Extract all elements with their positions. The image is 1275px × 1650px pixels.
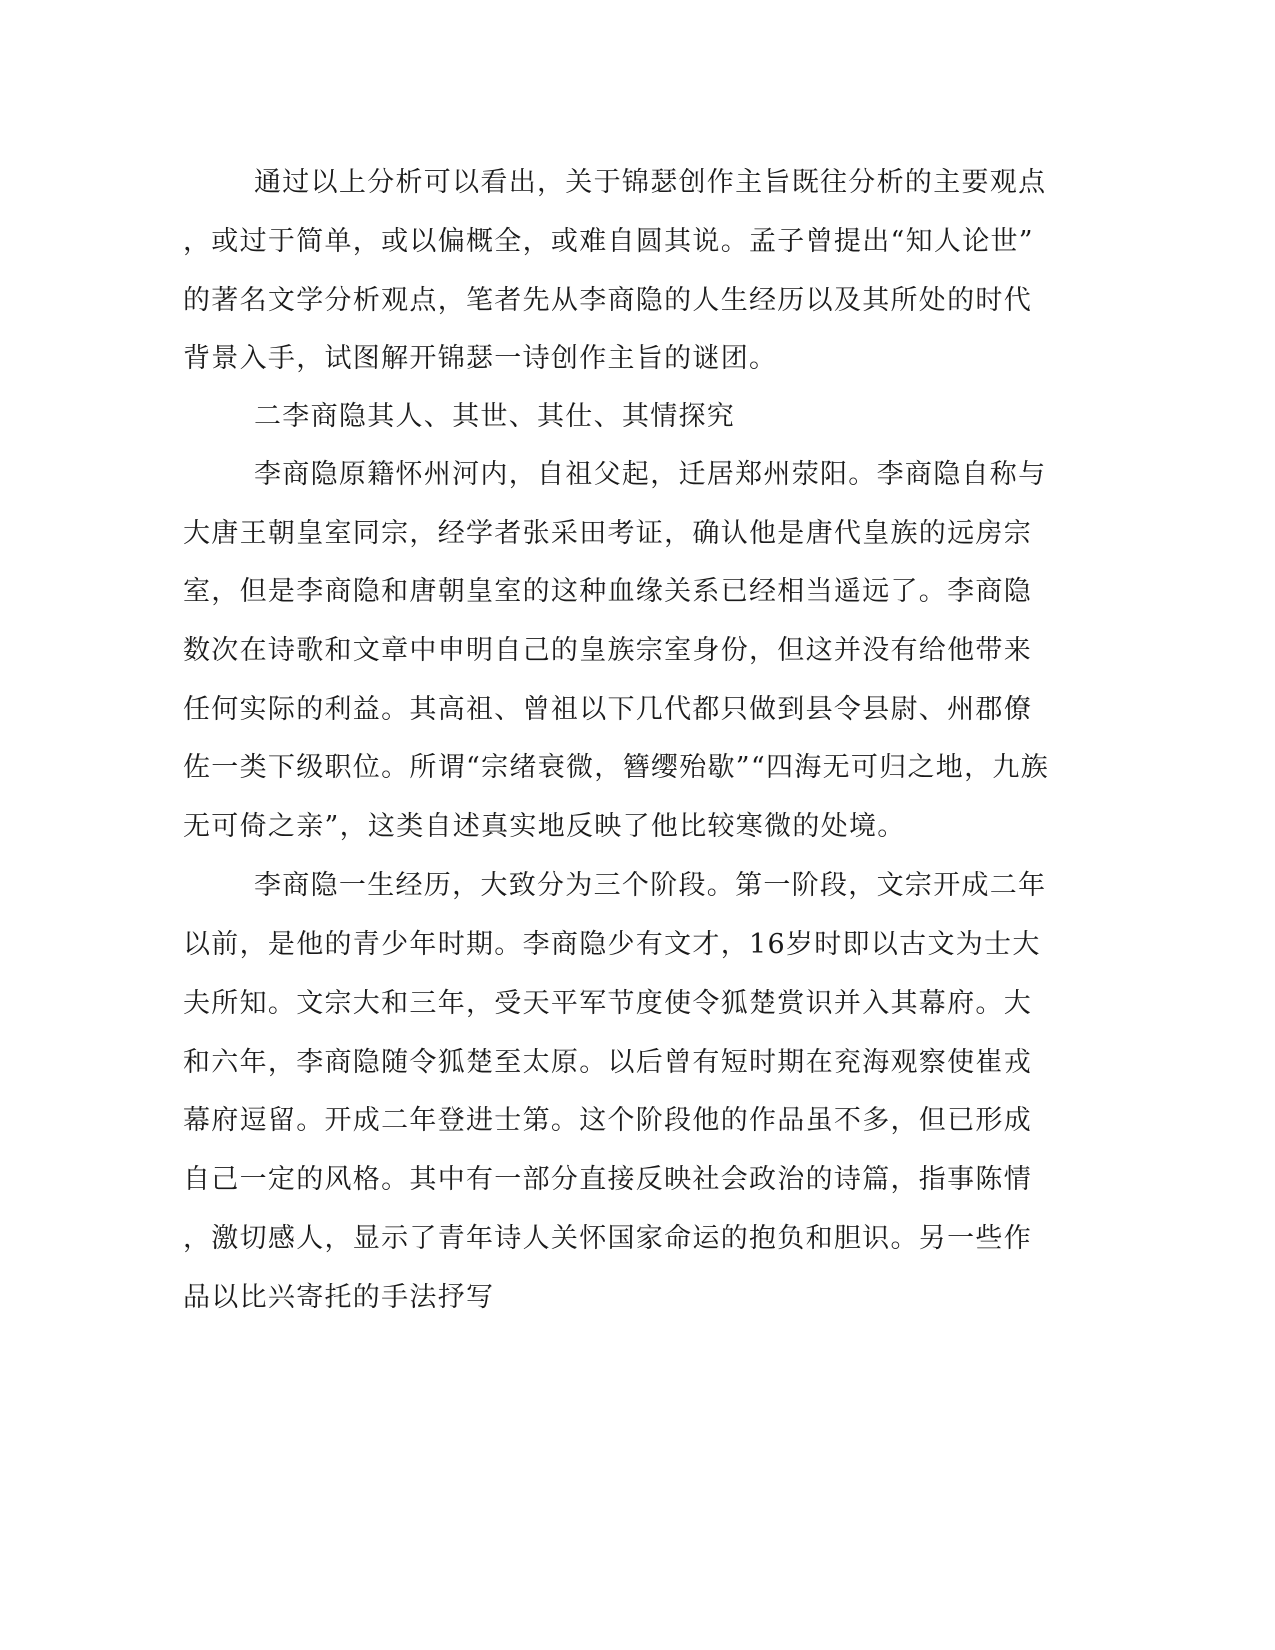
paragraph-line: 夫所知。文宗大和三年，受天平军节度使令狐楚赏识并入其幕府。大 bbox=[183, 988, 1032, 1019]
paragraph-line: 李商隐一生经历，大致分为三个阶段。第一阶段，文宗开成二年 bbox=[254, 870, 1047, 901]
paragraph-line: 的著名文学分析观点，笔者先从李商隐的人生经历以及其所处的时代 bbox=[183, 285, 1032, 316]
paragraph-line: 大唐王朝皇室同宗，经学者张采田考证，确认他是唐代皇族的远房宗 bbox=[183, 518, 1032, 549]
paragraph-line: 通过以上分析可以看出，关于锦瑟创作主旨既往分析的主要观点 bbox=[254, 167, 1047, 198]
paragraph-line: 背景入手，试图解开锦瑟一诗创作主旨的谜团。 bbox=[183, 343, 778, 374]
paragraph-line: 自己一定的风格。其中有一部分直接反映社会政治的诗篇，指事陈情 bbox=[183, 1164, 1032, 1195]
paragraph-line: 以前，是他的青少年时期。李商隐少有文才，16岁时即以古文为士大 bbox=[183, 929, 1041, 960]
paragraph-line: 幕府逗留。开成二年登进士第。这个阶段他的作品虽不多，但已形成 bbox=[183, 1105, 1032, 1136]
paragraph-line: ，激切感人，显示了青年诗人关怀国家命运的抱负和胆识。另一些作 bbox=[183, 1223, 1032, 1254]
paragraph-line: 和六年，李商隐随令狐楚至太原。以后曾有短时期在兖海观察使崔戎 bbox=[183, 1047, 1032, 1078]
paragraph-line: 无可倚之亲”，这类自述真实地反映了他比较寒微的处境。 bbox=[183, 811, 906, 842]
paragraph-line: 任何实际的利益。其高祖、曾祖以下几代都只做到县令县尉、州郡僚 bbox=[183, 694, 1032, 725]
paragraph-line: 佐一类下级职位。所谓“宗绪衰微，簪缨殆歇”“四海无可归之地，九族 bbox=[183, 752, 1050, 783]
section-heading: 二李商隐其人、其世、其仕、其情探究 bbox=[254, 401, 736, 432]
paragraph-line: 李商隐原籍怀州河内，自祖父起，迁居郑州荥阳。李商隐自称与 bbox=[254, 459, 1047, 490]
paragraph-line: 室，但是李商隐和唐朝皇室的这种血缘关系已经相当遥远了。李商隐 bbox=[183, 576, 1032, 607]
paragraph-line: 数次在诗歌和文章中申明自己的皇族宗室身份，但这并没有给他带来 bbox=[183, 635, 1032, 666]
paragraph-line: ，或过于简单，或以偏概全，或难自圆其说。孟子曾提出“知人论世” bbox=[183, 226, 1034, 257]
paragraph-line: 品以比兴寄托的手法抒写 bbox=[183, 1282, 495, 1313]
